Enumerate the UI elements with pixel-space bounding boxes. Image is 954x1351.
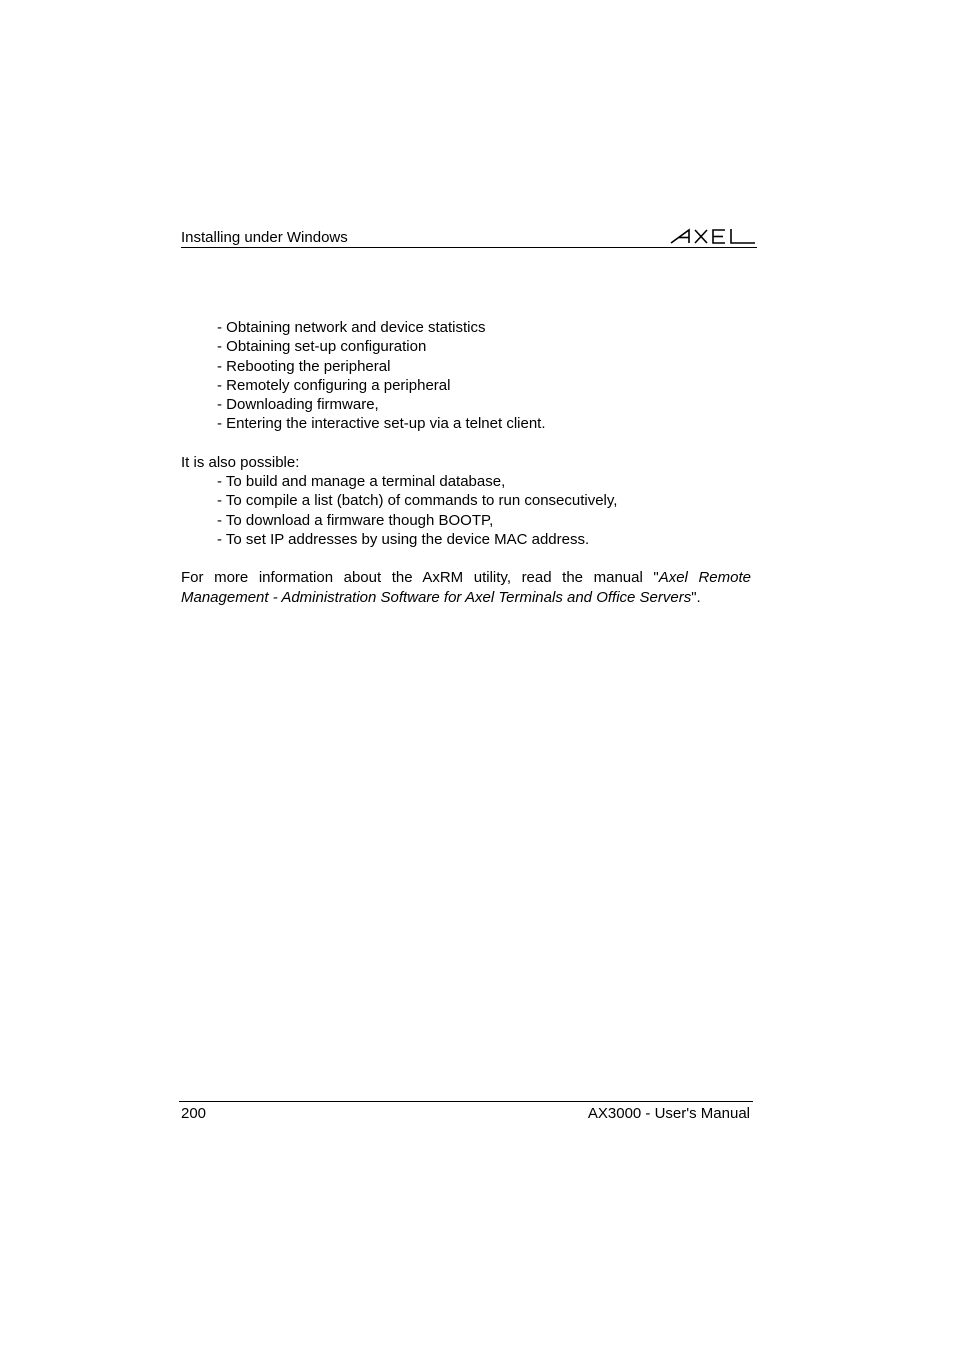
page-header <box>181 222 757 248</box>
more-info-suffix: ". <box>691 588 701 606</box>
manual-name: AX3000 - User's Manual <box>587 1105 750 1122</box>
page-number: 200 <box>181 1105 207 1122</box>
manual-title: Axel Remote Management - Administration Software for Axel Terminals and Office Servers <box>181 569 751 606</box>
also-possible-list <box>181 472 751 549</box>
page-footer <box>179 1101 753 1126</box>
more-info-prefix: For more information about the AxRM utility, read the manual " <box>181 569 659 587</box>
list-item: - Obtaining set-up configuration <box>217 338 427 356</box>
capabilities-list <box>181 318 751 434</box>
list-item: - To compile a list (batch) of commands to run consecutively, <box>217 492 618 510</box>
more-info-paragraph <box>181 568 751 607</box>
page-content <box>181 318 751 607</box>
list-item: - Downloading firmware, <box>217 396 379 414</box>
axel-logo <box>669 226 757 246</box>
header-title: Installing under Windows <box>181 229 348 246</box>
list-item: - Remotely configuring a peripheral <box>217 376 451 394</box>
list-item: - To set IP addresses by using the device MAC address. <box>217 530 590 548</box>
list-item: - Rebooting the peripheral <box>217 357 391 375</box>
also-possible-intro: It is also possible: <box>181 453 300 471</box>
list-item: - Entering the interactive set-up via a telnet client. <box>217 415 546 433</box>
list-item: - Obtaining network and device statistics <box>217 319 486 336</box>
list-item: - To download a firmware though BOOTP, <box>217 511 494 529</box>
list-item: - To build and manage a terminal database, <box>217 473 506 491</box>
